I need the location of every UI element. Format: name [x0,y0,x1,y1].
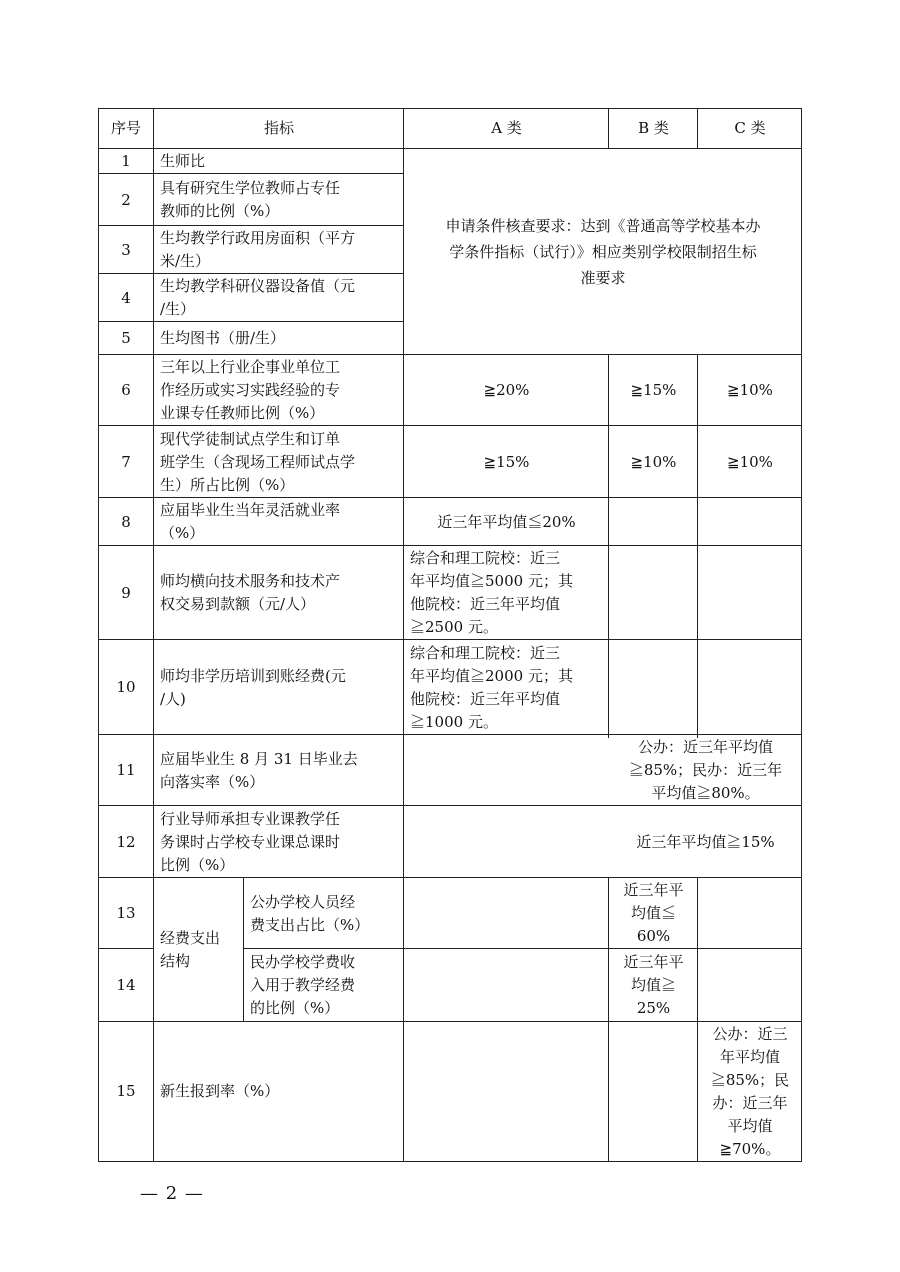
indicator-label: 生均教学行政用房面积（平方 米/生） [160,229,356,270]
indicator-label: 生均图书（册/生） [160,329,286,347]
class-a-value: 综合和理工院校：近三 年平均值≧5000 元；其 他院校：近三年平均值 ≧2500 元。 [410,549,573,636]
page-number: — 2 — [140,1183,204,1204]
row-number: 3 [121,240,131,259]
class-a-value: ≧20% [483,381,530,399]
class-a-value: 综合和理工院校：近三 年平均值≧2000 元；其 他院校：近三年平均值 ≧1000 元。 [410,643,573,731]
row-number: 13 [116,904,136,922]
row-number: 15 [116,1082,136,1100]
indicator-label: 新生报到率（%） [160,1082,280,1100]
class-b-value: ≧10% [630,452,677,471]
row-number: 14 [116,976,136,994]
class-b-value: ≧15% [630,381,677,399]
class-c-value: 公办：近三 年平均值 ≧85%；民 办：近三年 平均值 ≧70%。 [710,1024,790,1158]
indicator-label: 师均非学历培训到账经费(元 /人) [160,666,346,708]
row-number: 2 [121,190,131,209]
header-indicator: 指标 [263,119,294,137]
indicator-label: 应届毕业生当年灵活就业率 （%） [160,501,341,542]
merged-requirement-cell: 申请条件核查要求：达到《普通高等学校基本办 学条件指标（试行）》相应类别学校限制招生标 准要求 [445,217,761,287]
class-a-value: ≧15% [483,452,530,471]
class-c-value: ≧10% [727,452,773,471]
criteria-table [98,108,802,1162]
row-number: 11 [116,761,136,779]
header-class-a: A 类 [491,119,522,137]
indicator-label: 三年以上行业企事业单位工 作经历或实习实践经验的专 业课专任教师比例（%） [160,358,341,422]
sub-indicator-label: 民办学校学费收 入用于教学经费 的比例（%） [250,953,356,1017]
row-number: 9 [121,583,131,602]
class-c-value: ≧10% [727,381,773,399]
row-number: 6 [121,381,131,399]
header-class-c: C 类 [734,119,766,137]
indicator-label: 现代学徒制试点学生和订单 班学生（含现场工程师试点学 生）所占比例（%） [160,429,356,494]
class-a-value: 近三年平均值≦20% [437,512,576,531]
indicator-label: 行业导师承担专业课教学任 务课时占学校专业课总课时 比例（%） [160,809,341,874]
header-class-b: B 类 [638,119,669,137]
indicator-label: 生均教学科研仪器设备值（元 /生） [160,277,356,318]
header-index: 序号 [110,119,141,137]
class-bc-value: 近三年平均值≧15% [636,832,775,851]
row-number: 4 [121,288,131,307]
row-number: 1 [121,152,131,170]
indicator-label: 师均横向技术服务和技术产 权交易到款额（元/人） [160,572,341,613]
indicator-label: 应届毕业生 8 月 31 日毕业去 向落实率（%） [160,749,358,791]
class-bc-value: 公办：近三年平均值 ≧85%；民办：近三年 平均值≧80%。 [628,738,783,802]
row-number: 7 [121,452,131,471]
row-number: 5 [121,329,131,347]
group-label: 经费支出 结构 [160,929,221,970]
row-number: 12 [116,832,136,851]
indicator-label: 具有研究生学位教师占专任 教师的比例（%） [160,179,341,220]
sub-indicator-label: 公办学校人员经 费支出占比（%） [250,892,370,934]
class-b-value: 近三年平 均值≧ 25% [623,953,684,1017]
row-number: 10 [116,678,136,696]
class-b-value: 近三年平 均值≦ 60% [623,881,684,945]
row-number: 8 [121,512,131,531]
indicator-label: 生师比 [160,152,206,170]
